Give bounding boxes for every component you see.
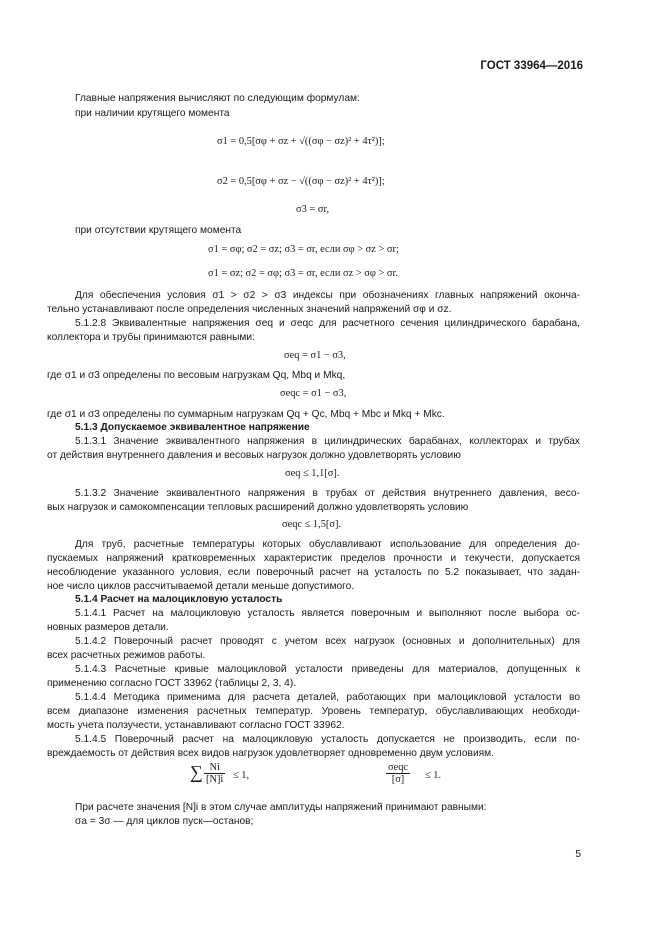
paragraph-line: 5.1.3.1 Значение эквивалентного напряжения в цилиндрических барабанах, коллекторах и трубах (75, 436, 580, 447)
paragraph-line: применению согласно ГОСТ 33962 (таблицы 2, 3, 4). (47, 678, 297, 689)
fraction-relation: ≤ 1, (233, 770, 250, 781)
formula-condition-eq: σeq ≤ 1,1[σ]. (285, 468, 340, 479)
paragraph-line: пускаемых напряжений кратковременных характеристик пределов прочности и текучести, допускается (47, 553, 580, 564)
paragraph-line: Главные напряжения вычисляют по следующим формулам: (75, 93, 360, 104)
paragraph-line: 5.1.2.8 Эквивалентные напряжения σeq и σeqc для расчетного сечения цилиндрического барабана, (75, 318, 580, 329)
paragraph-line: при отсутствии крутящего момента (75, 225, 242, 236)
paragraph-line: 5.1.4.4 Методика применима для расчета деталей, работающих при малоцикловой усталости во (75, 692, 580, 703)
paragraph-line: Для труб, расчетные температуры которых обуславливают использование для определения до- (75, 539, 580, 550)
paragraph-line: 5.1.4.1 Расчет на малоцикловую усталость является поверочным и выполняют после выбора ос- (75, 608, 580, 619)
formula-condition-eqc: σeqc ≤ 1,5[σ]. (282, 519, 342, 530)
formula-sigma2: σ2 = 0,5[σφ + σz − √((σφ − σz)² + 4τ²)]; (217, 176, 385, 187)
paragraph-line: вреждаемость от действия всех видов нагрузок удовлетворяет одновременно двум условиям. (47, 748, 494, 759)
paragraph-line: всех расчетных режимов работы. (47, 650, 206, 661)
paragraph-line: 5.1.4.2 Поверочный расчет проводят с учетом всех нагрузок (основных и дополнительных) для (75, 636, 580, 647)
fraction-cycles (204, 762, 225, 785)
formula-principal-order-2: σ1 = σz; σ2 = σφ; σ3 = σr, если σz > σφ > σr. (208, 268, 399, 279)
paragraph-line: где σ1 и σ3 определены по весовым нагрузкам Qq, Mbq и Mkq, (47, 370, 346, 381)
fraction-numerator: σeqc (388, 762, 409, 773)
paragraph-line: При расчете значения [N]i в этом случае амплитуды напряжений принимают равными: (75, 802, 487, 813)
fraction-denominator: [N]i (206, 774, 224, 785)
paragraph-line: несоблюдение указанного условия, если поверочный расчет на усталость по 5.2 показывает, что задан- (47, 567, 580, 578)
fraction-denominator: [σ] (391, 774, 405, 785)
document-id-header: ГОСТ 33964—2016 (480, 60, 583, 72)
paragraph-line: новных размеров детали. (47, 622, 169, 633)
formula-sigma1: σ1 = 0,5[σφ + σz + √((σφ − σz)² + 4τ²)]; (217, 136, 385, 147)
paragraph-line: 5.1.4.5 Поверочный расчет на малоцикловую усталость допускается не производить, если по- (75, 734, 580, 745)
fraction-stress (386, 762, 410, 785)
fraction-numerator: Ni (204, 762, 225, 774)
formula-principal-order-1: σ1 = σφ; σ2 = σz; σ3 = σr, если σφ > σz > σr; (208, 244, 399, 255)
sum-symbol: ∑ (190, 762, 203, 782)
paragraph-line: мость учета ползучести, устанавливают согласно ГОСТ 33962. (47, 720, 345, 731)
paragraph-line: σa = 3σ — для циклов пуск—останов; (75, 816, 254, 827)
formula-sigma3: σ3 = σr, (296, 204, 330, 215)
fraction-relation: ≤ 1. (425, 770, 442, 781)
paragraph-line: всем диапазоне изменения расчетных температур. Уровень температур, обуславливающих необходи- (47, 706, 580, 717)
paragraph-line: при наличии крутящего момента (75, 108, 230, 119)
section-heading: 5.1.3 Допускаемое эквивалентное напряжение (75, 422, 310, 433)
page-number: 5 (575, 849, 581, 860)
paragraph-line: 5.1.4.3 Расчетные кривые малоцикловой усталости приведены для материалов, допущенных к (75, 664, 580, 675)
paragraph-line: Для обеспечения условия σ1 > σ2 > σ3 индексы при обозначениях главных напряжений оконча- (75, 290, 580, 301)
paragraph-line: где σ1 и σ3 определены по суммарным нагрузкам Qq + Qc, Mbq + Mbc и Mkq + Mkc. (47, 409, 445, 420)
formula-sigma-eqc: σeqc = σ1 − σ3, (280, 388, 347, 399)
paragraph-line: вых нагрузок и самокомпенсации тепловых расширений должно удовлетворять условию (47, 502, 469, 513)
paragraph-line: коллектора и трубы принимаются равными: (47, 332, 255, 343)
paragraph-line: 5.1.3.2 Значение эквивалентного напряжения в трубах от действия внутреннего давления, весо- (75, 488, 580, 499)
paragraph-line: ное число циклов рассчитываемой детали меньше допустимого. (47, 581, 355, 592)
section-heading: 5.1.4 Расчет на малоцикловую усталость (75, 594, 283, 605)
paragraph-line: от действия внутреннего давления и весовых нагрузок должно удовлетворять условию (47, 450, 461, 461)
paragraph-line: тельно устанавливают после определения численных значений напряжений σφ и σz. (47, 304, 452, 315)
formula-sigma-eq: σeq = σ1 − σ3, (284, 350, 346, 361)
